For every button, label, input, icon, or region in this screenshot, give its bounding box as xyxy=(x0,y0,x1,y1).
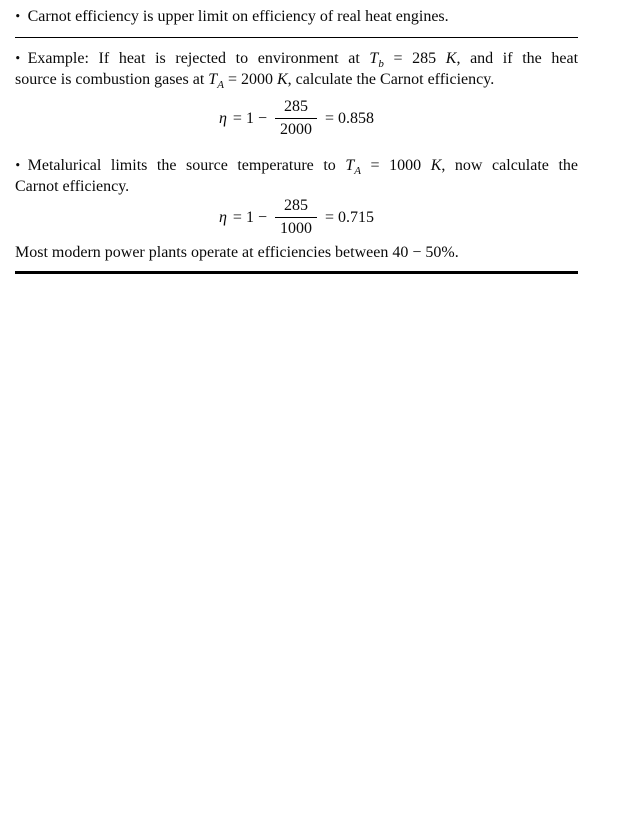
math-value-2000: = 2000 xyxy=(227,71,273,88)
metal-text-pre: Metalurical limits the source temperature to xyxy=(27,157,336,174)
math-subscript-b: b xyxy=(378,58,384,71)
example-text-post2: , calculate the Carnot efficiency. xyxy=(287,71,495,88)
closing-statement xyxy=(15,242,578,263)
fraction-denominator: 1000 xyxy=(275,217,317,238)
math-var-K: K xyxy=(430,157,442,174)
math-var-eta: η xyxy=(218,209,227,226)
metal-text-post: , now calculate the xyxy=(441,157,578,174)
math-value-1000: = 1000 xyxy=(370,157,422,174)
page-bottom-rule xyxy=(15,271,578,274)
bullet-icon: • xyxy=(15,158,21,173)
fraction-numerator: 285 xyxy=(283,197,308,214)
bullet-icon: • xyxy=(15,9,21,24)
bullet-icon: • xyxy=(15,51,21,66)
equation-lhs: = 1 − xyxy=(232,110,267,127)
equation-lhs: = 1 − xyxy=(232,209,267,226)
example-text-post: , and if the heat xyxy=(456,50,579,67)
closing-text: Most modern power plants operate at efficiencies between 40 − 50%. xyxy=(15,244,459,261)
equation-carnot-2000 xyxy=(15,98,578,139)
fraction xyxy=(275,98,317,139)
example-text-pre: Example: If heat is rejected to environment at xyxy=(27,50,360,67)
example-line-1 xyxy=(15,48,578,69)
math-var-K: K xyxy=(276,71,288,88)
bullet-item-metallurgical xyxy=(15,155,578,197)
math-subscript-A: A xyxy=(354,165,361,178)
section-divider-thin xyxy=(15,37,578,38)
math-var-T: T xyxy=(369,50,379,67)
math-subscript-A: A xyxy=(217,79,224,92)
math-var-eta: η xyxy=(218,110,227,127)
math-value-285: = 285 xyxy=(393,50,437,67)
fraction xyxy=(275,197,317,238)
carnot-limit-text: Carnot efficiency is upper limit on efficiency of real heat engines. xyxy=(27,8,449,25)
fraction-denominator: 2000 xyxy=(275,118,317,139)
bullet-item-example xyxy=(15,48,578,90)
example-line-2 xyxy=(15,69,578,90)
math-var-T: T xyxy=(345,157,355,174)
equation-result: = 0.715 xyxy=(324,209,374,226)
metal-text-line2: Carnot efficiency. xyxy=(15,178,130,195)
metal-line-1 xyxy=(15,155,578,176)
fraction-numerator: 285 xyxy=(283,98,308,115)
equation-result: = 0.858 xyxy=(324,110,374,127)
math-var-T: T xyxy=(208,71,218,88)
math-var-K: K xyxy=(445,50,457,67)
equation-carnot-1000 xyxy=(15,197,578,238)
example-text-pre2: source is combustion gases at xyxy=(15,71,205,88)
bullet-item-carnot-limit xyxy=(15,6,578,27)
metal-line-2 xyxy=(15,176,578,197)
